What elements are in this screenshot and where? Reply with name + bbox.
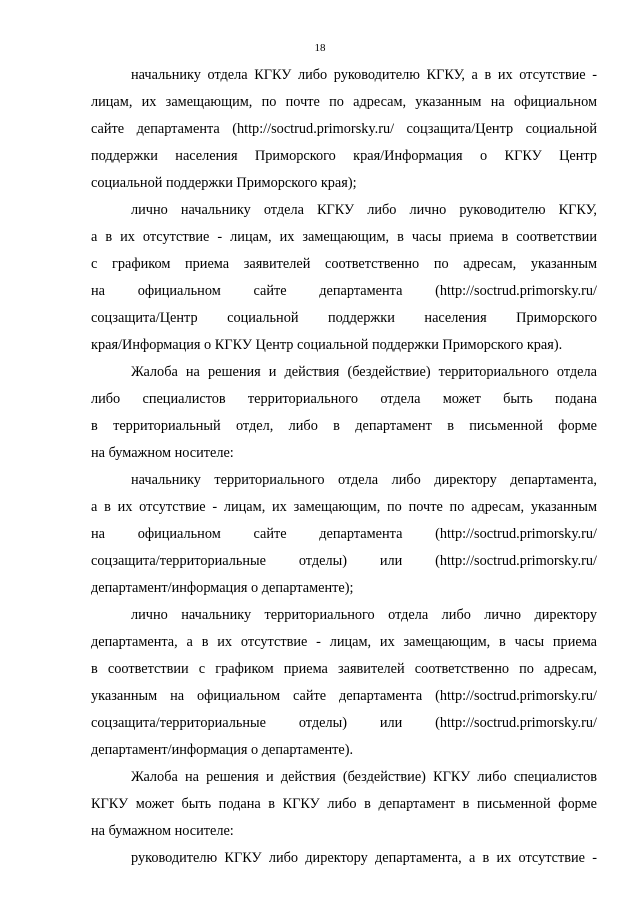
text-line: департамент/информация о департаменте); bbox=[91, 580, 354, 596]
text-line: соцзащита/Центр социальной поддержки населения Приморского bbox=[91, 310, 597, 326]
text-line: лично начальнику отдела КГКУ либо лично руководителю КГКУ, bbox=[131, 202, 597, 218]
text-line: департамент/информация о департаменте). bbox=[91, 742, 354, 758]
text-line: Жалоба на решения и действия (бездействие) КГКУ либо специалистов bbox=[131, 769, 597, 785]
text-line: КГКУ может быть подана в КГКУ либо в департамент в письменной форме bbox=[91, 796, 597, 812]
text-line: а в их отсутствие - лицам, их замещающим, в часы приема в соответствии bbox=[91, 229, 597, 245]
text-line: начальнику отдела КГКУ либо руководителю КГКУ, а в их отсутствие - bbox=[131, 67, 597, 83]
page-number: 18 bbox=[314, 42, 326, 54]
text-line: с графиком приема заявителей соответственно по адресам, указанным bbox=[91, 256, 597, 272]
text-line: на официальном сайте департамента (http://soctrud.primorsky.ru/ bbox=[91, 283, 597, 299]
text-line: руководителю КГКУ либо директору департамента, а в их отсутствие - bbox=[131, 850, 597, 866]
text-line: либо специалистов территориального отдела может быть подана bbox=[91, 391, 597, 407]
text-line: социальной поддержки Приморского края); bbox=[91, 175, 357, 191]
text-line: в территориальный отдел, либо в департамент в письменной форме bbox=[91, 418, 597, 434]
text-line: лицам, их замещающим, по почте по адресам, указанным на официальном bbox=[91, 94, 597, 110]
text-line: соцзащита/территориальные отделы) или (http://soctrud.primorsky.ru/ bbox=[91, 715, 597, 731]
text-line: края/Информация о КГКУ Центр социальной поддержки Приморского края). bbox=[91, 337, 563, 353]
text-line: на бумажном носителе: bbox=[91, 445, 234, 461]
text-line: начальнику территориального отдела либо директору департамента, bbox=[131, 472, 597, 488]
text-line: в соответствии с графиком приема заявителей соответственно по адресам, bbox=[91, 661, 597, 677]
document-body bbox=[91, 62, 597, 872]
text-line: на официальном сайте департамента (http://soctrud.primorsky.ru/ bbox=[91, 526, 597, 542]
text-line: на бумажном носителе: bbox=[91, 823, 234, 839]
text-line: указанным на официальном сайте департамента (http://soctrud.primorsky.ru/ bbox=[91, 688, 597, 704]
text-line: лично начальнику территориального отдела либо лично директору bbox=[131, 607, 597, 623]
text-line: Жалоба на решения и действия (бездействие) территориального отдела bbox=[131, 364, 597, 380]
text-line: а в их отсутствие - лицам, их замещающим, по почте по адресам, указанным bbox=[91, 499, 597, 515]
text-line: департамента, а в их отсутствие - лицам, их замещающим, в часы приема bbox=[91, 634, 597, 650]
text-line: соцзащита/территориальные отделы) или (http://soctrud.primorsky.ru/ bbox=[91, 553, 597, 569]
text-line: поддержки населения Приморского края/Информация о КГКУ Центр bbox=[91, 148, 597, 164]
text-line: сайте департамента (http://soctrud.primorsky.ru/ соцзащита/Центр социальной bbox=[91, 121, 597, 137]
